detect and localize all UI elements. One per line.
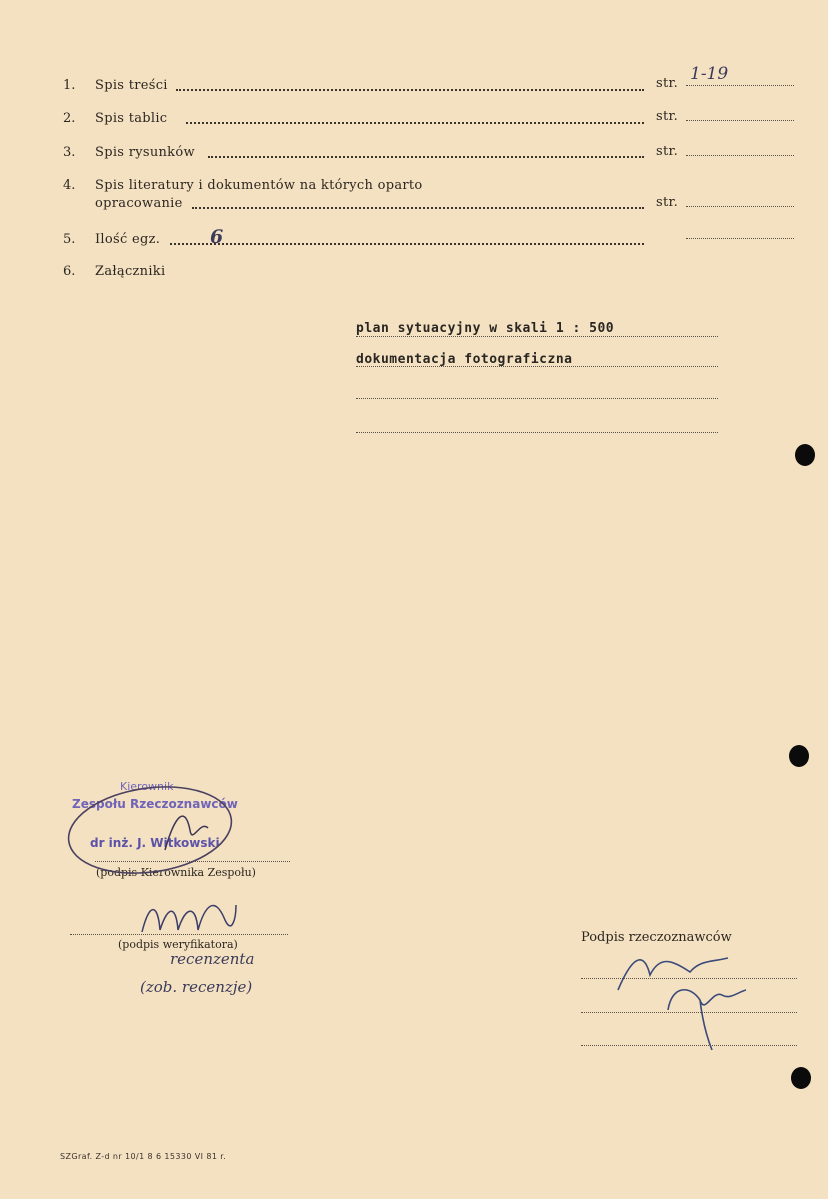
weryfikator-note-1: recenzenta	[170, 950, 255, 968]
rzeczoznawca-signature-1	[618, 958, 728, 990]
item-5-value: 6	[210, 226, 224, 248]
kierownik-caption: (podpis Kierownika Zespołu)	[96, 866, 256, 879]
kierownik-signature-loop	[63, 777, 237, 883]
item-2-number: 2.	[63, 111, 76, 126]
weryfikator-note-2: (zob. recenzje)	[140, 978, 253, 996]
item-4-label-line1: Spis literatury i dokumentów na których oparto	[95, 178, 423, 193]
item-4-label-line2: opracowanie	[95, 196, 183, 211]
item-6-number: 6.	[63, 264, 76, 279]
weryfikator-caption: (podpis weryfikatora)	[118, 938, 238, 951]
item-2-label: Spis tablic	[95, 111, 168, 126]
item-3-str: str.	[656, 144, 679, 159]
kierownik-signature	[165, 816, 208, 850]
item-1-label: Spis treści	[95, 78, 168, 93]
stamp-name: dr inż. J. Witkowski	[90, 836, 220, 850]
punch-hole	[789, 745, 809, 767]
stamp-organization: Zespołu Rzeczoznawców	[72, 797, 238, 811]
item-4-str: str.	[656, 195, 679, 210]
stamp-title: Kierownik	[120, 780, 174, 793]
item-2-str: str.	[656, 109, 679, 124]
attachment-2: dokumentacja fotograficzna	[356, 352, 573, 367]
attachment-1: plan sytuacyjny w skali 1 : 500	[356, 321, 615, 336]
item-1-number: 1.	[63, 78, 76, 93]
printer-imprint: SZGraf. Z-d nr 10/1 8 6 15330 VI 81 r.	[60, 1152, 227, 1161]
weryfikator-signature	[142, 905, 236, 932]
item-3-number: 3.	[63, 145, 76, 160]
punch-hole	[795, 444, 815, 466]
item-6-label: Załączniki	[95, 264, 166, 279]
rzeczoznawca-signature-2	[668, 990, 746, 1050]
item-5-number: 5.	[63, 232, 76, 247]
punch-hole	[791, 1067, 811, 1089]
item-4-number: 4.	[63, 178, 76, 193]
item-3-label: Spis rysunków	[95, 145, 195, 160]
rzeczoznawcy-caption: Podpis rzeczoznawców	[581, 930, 732, 945]
item-5-label: Ilość egz.	[95, 232, 161, 247]
item-1-str: str.	[656, 76, 679, 91]
item-1-value: 1-19	[690, 64, 729, 84]
